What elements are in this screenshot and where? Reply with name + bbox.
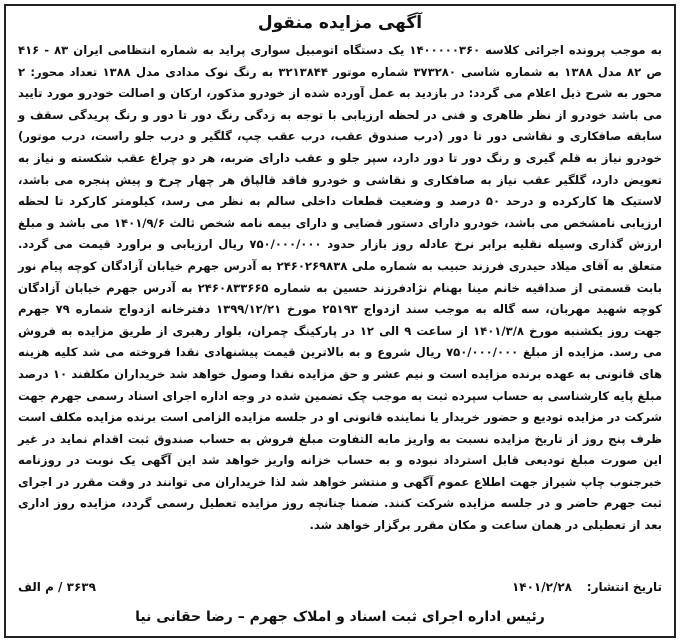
publish-date-label: تاریخ انتشار: bbox=[586, 580, 662, 594]
notice-title: آگهی مزایده منقول bbox=[257, 13, 423, 33]
notice-frame bbox=[4, 4, 676, 638]
notice-body: به موجب پرونده اجرائی کلاسه ۱۴۰۰۰۰۰۳۶۰ یک دستگاه اتومبیل سواری پراید به شماره انتظامی ایران ۸۳ - ۴۱۶ ص ۸۲ مدل ۱۳۸۸ به شماره شاسی ۳۷۳۲۸۰ شماره موتور ۳۲۱۳۸۴۴ به رنگ نوک مدادی مدل ۱۳۸۸ تعداد محور: ۲ محور به شرح ذیل اعلام می گردد: در بازدید به عمل آورده شده از خودرو مذکور، ارکان و اصالت خودرو مورد تایید می باشد خودرو از نظر ظاهری و فنی در لحظه ارزیابی با توجه به زدگی رنگ دور تا دور و رنگ پریدگی سقف و سابقه صافکاری و نقاشی دور تا دور (درب صندوق عقب، درب عقب چپ، گلگیر و درب جلو راست، درب موتور) خودرو نیاز به قلم گیری و رنگ دور تا دور دارد، سپر جلو و عقب دارای ضربه، هر دو چراغ عقب شکسته و نیاز به تعویض دارد، گلگیر عقب نیاز به صافکاری و نقاشی و خودرو فاقد قالپاق هر چهار چرخ و پیش پنجره می باشد، لاستیک ها کارکرده و درحد ۵۰ درصد و وضعیت قطعات داخلی سالم به نظر می رسد، کیلومتر کارکرد تا لحظه ارزیابی نامشخص می باشد، خودرو دارای دستور قضایی و دارای بیمه نامه شخص ثالث ۱۴۰۱/۹/۶ می باشد و مبلغ ارزش گذاری وسیله نقلیه برابر نرخ عادله روز بازار حدود ۷۵۰/۰۰۰/۰۰۰ ریال ارزیابی و براورد قیمت می گردد. متعلق به آقای میلاد حیدری فرزند حبیب به شماره ملی ۲۴۶۰۲۶۹۸۳۸ به آدرس جهرم خیابان آزادگان کوچه پیام نور بابت قسمتی از صداقیه خانم مینا بهنام نژادفرزند حسین به شماره ۲۴۶۰۸۳۳۶۶۵ به آدرس جهرم خیابان آزادگان کوچه شهید مهربان، سه گاله به موجب سند ازدواج ۲۵۱۹۳ مورخ ۱۳۹۹/۱۲/۲۱ دفترخانه ازدواج شماره ۷۹ جهرم جهت روز یکشنبه مورخ ۱۴۰۱/۳/۸ از ساعت ۹ الی ۱۲ در پارکینگ چمران، بلوار رهبری از طریق مزایده به فروش می رسد. مزایده از مبلغ ۷۵۰/۰۰۰/۰۰۰ ریال شروع و به بالاترین قیمت پیشنهادی نقدا فروخته می شد کلیه هزینه های قانونی به عهده برنده مزایده است و نیم عشر و حق مزایده نقدا وصول خواهد شد خریداران مکلفند ۱۰ درصد مبلغ پایه کارشناسی به حساب سپرده ثبت به موجب چک تضمین شده در وجه اداره اجرای اسناد رسمی جهرم جهت شرکت در مزایده تودیع و حضور خریدار یا نماینده قانونی او در جلسه مزایده الزامی است برنده مزایده مکلف است ظرف پنج روز از تاریخ مزایده نسبت به واریز مابه التفاوت مبلغ فروش به حساب صندوق ثبت اقدام نماید در غیر این صورت مبلغ تودیعی قابل استرداد نبوده و به حساب خزانه واریز خواهد شد این آگهی یک نوبت در روزنامه خبرجنوب چاپ شیراز جهت اطلاع عموم آگهی و منتشر خواهد شد لذا خریداران می توانند در وقت مقرر در اجرای ثبت جهرم حاضر و در جلسه مزایده شرکت کنند. ضمنا چنانچه روز مزایده تعطیل رسمی گردد، مزایده روز اداری بعد از تعطیلی در همان ساعت و مکان مقرر برگزار خواهد شد. bbox=[18, 43, 663, 533]
reference-number: ۳۶۳۹ / م الف bbox=[18, 580, 96, 594]
signature-line: رئیس اداره اجرای ثبت اسناد و املاک جهرم – رضا حقانی نیا bbox=[135, 609, 545, 625]
publish-date: ۱۴۰۱/۲/۲۸ bbox=[511, 580, 572, 594]
publication-line bbox=[18, 576, 662, 598]
